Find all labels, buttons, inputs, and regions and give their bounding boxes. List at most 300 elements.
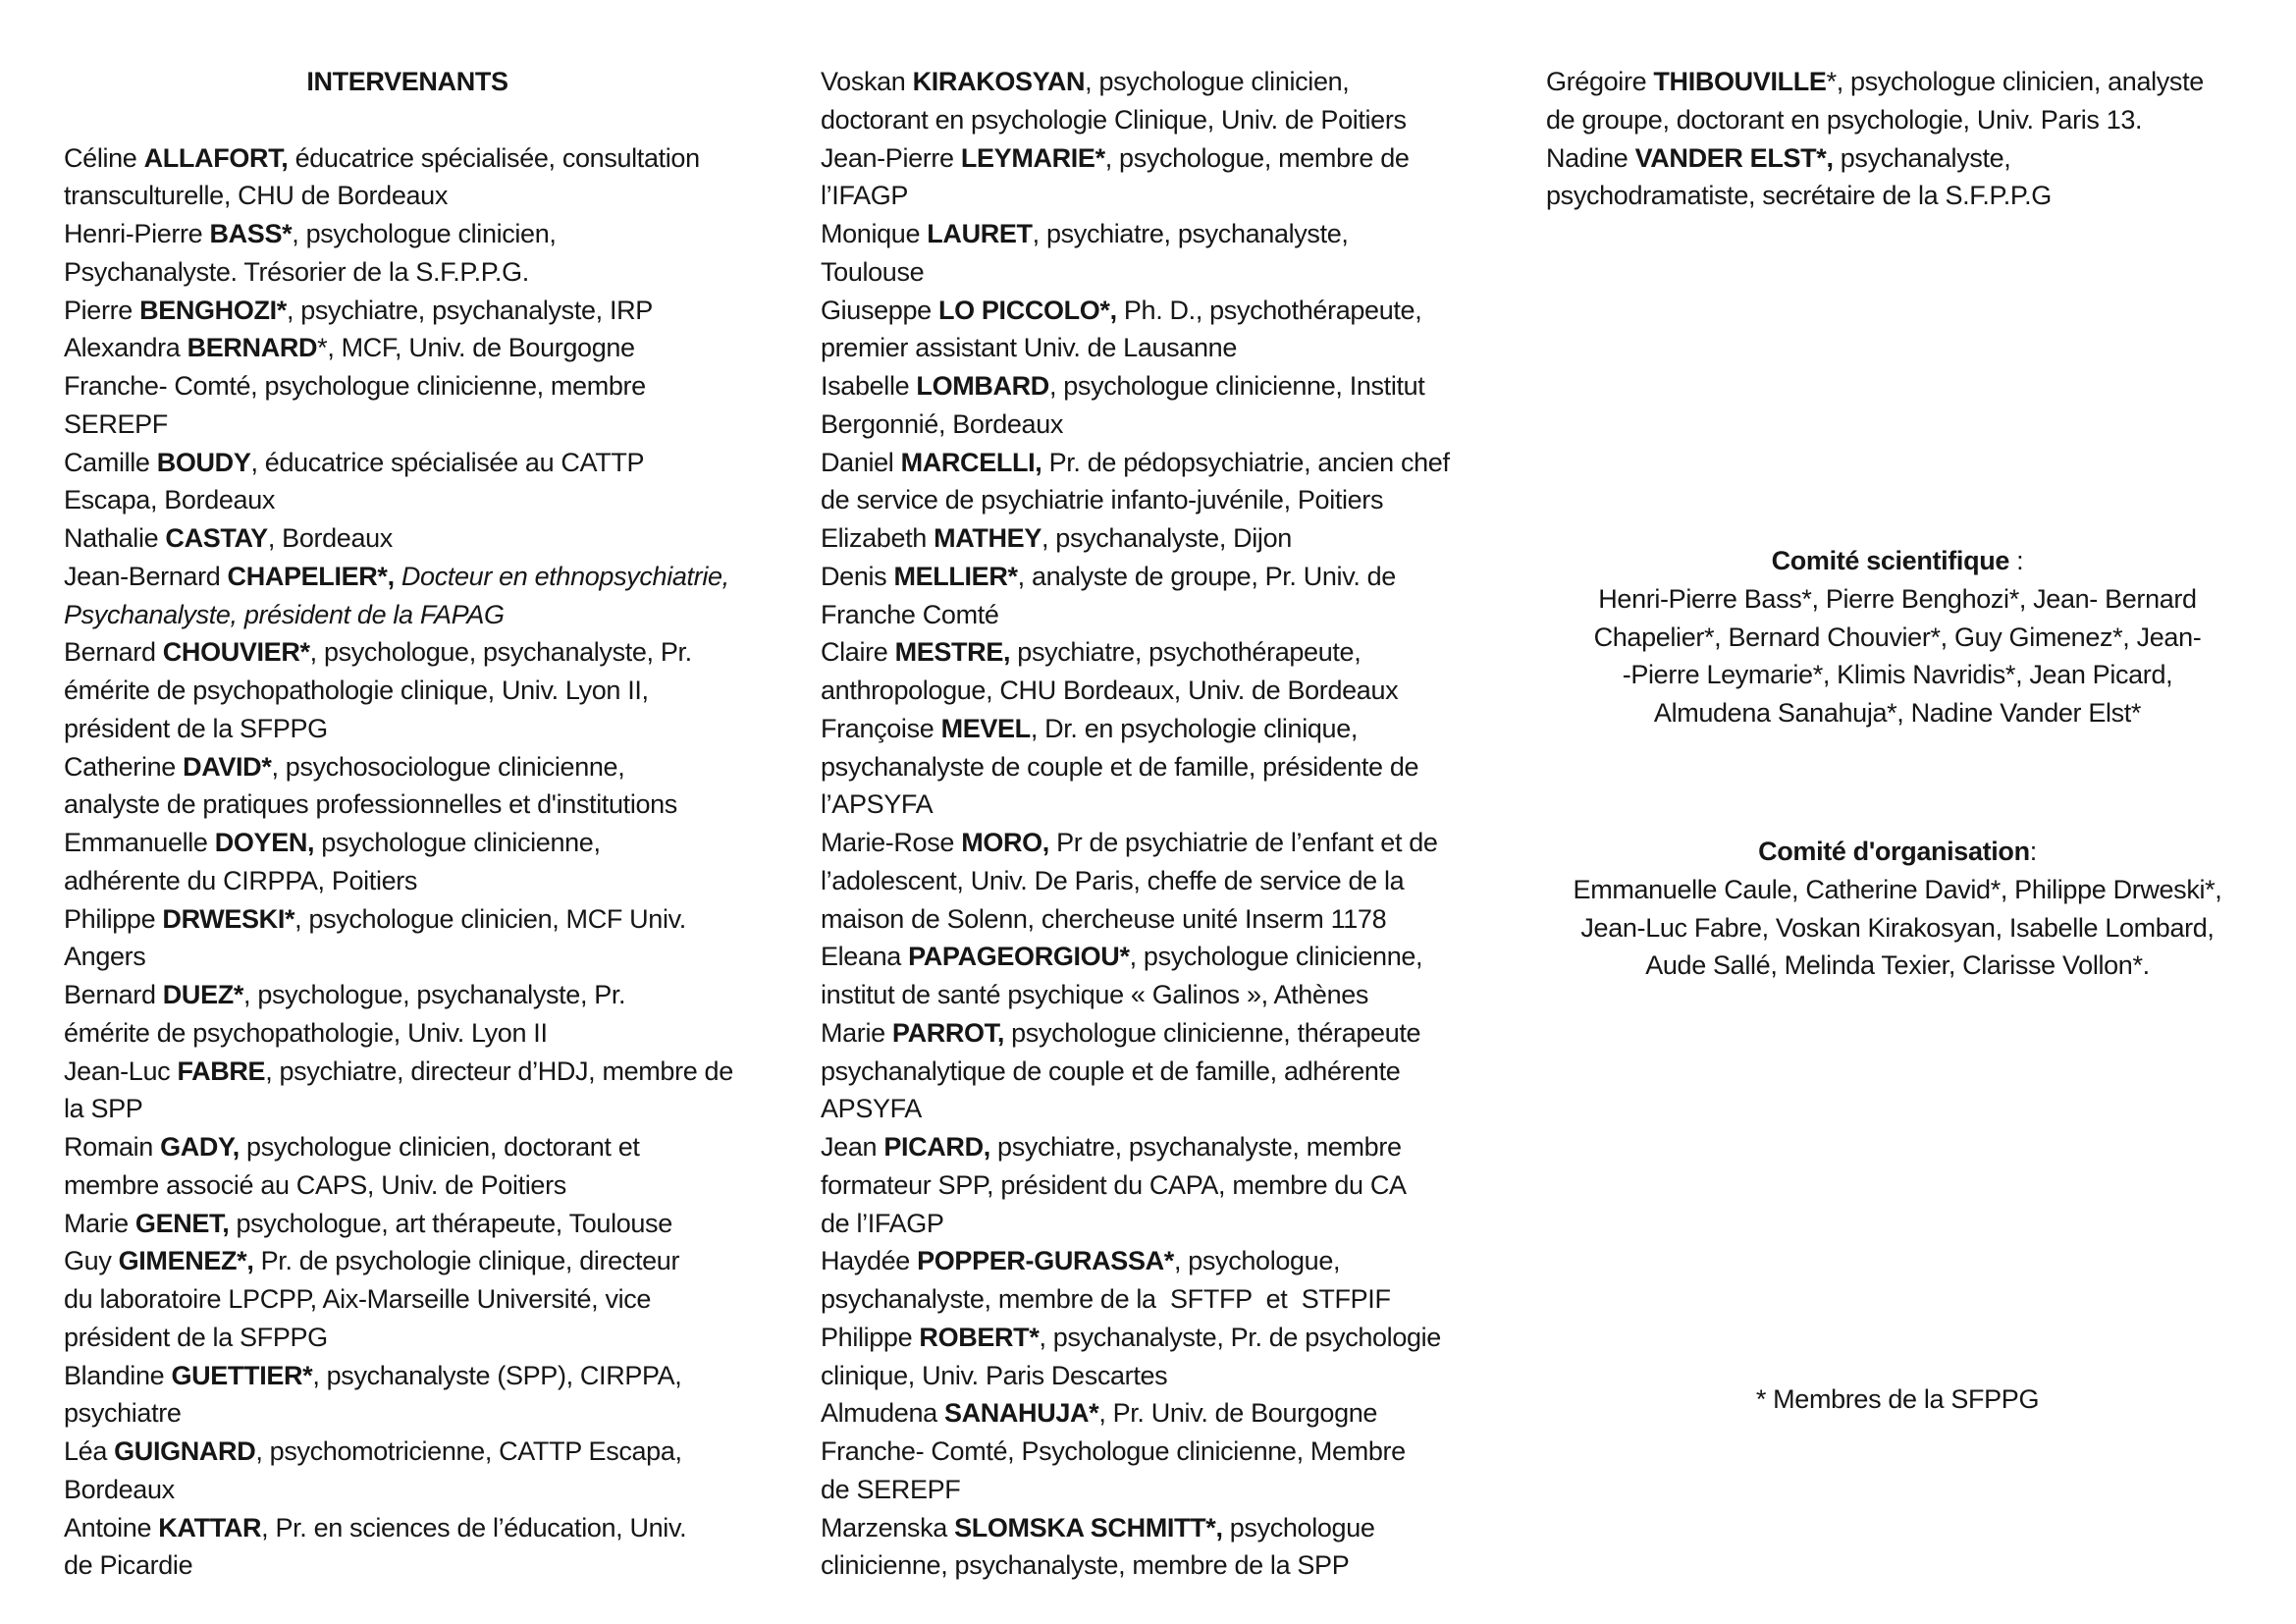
text-line	[64, 596, 751, 634]
text-segment: , psychologue clinicien, MCF Univ.	[294, 903, 686, 934]
text-segment: Jean-Luc	[64, 1056, 178, 1086]
text-segment: Alexandra	[64, 333, 187, 363]
text-segment: Ph. D., psychothérapeute,	[1116, 295, 1422, 325]
text-line	[64, 558, 751, 596]
sfppg-members-footnote: * Membres de la SFPPG	[1755, 1384, 2040, 1414]
text-segment: du laboratoire LPCPP, Aix-Marseille Université, vice	[64, 1284, 652, 1314]
text-segment: Almudena	[821, 1398, 944, 1429]
text-segment: Grégoire	[1546, 67, 1654, 96]
committee-member-line: -Pierre Leymarie*, Klimis Navridis*, Jean Picard,	[1622, 660, 2173, 690]
text-line	[821, 1546, 1500, 1585]
text-line	[64, 1394, 751, 1433]
text-segment: Franche- Comté, psychologue clinicienne, membre	[64, 371, 646, 401]
person-entry	[821, 1394, 1500, 1508]
text-segment: Marzenska	[821, 1512, 955, 1543]
text-line	[821, 710, 1500, 748]
text-line	[64, 824, 751, 862]
text-segment: Eleana	[821, 942, 909, 972]
text-segment: Catherine	[64, 751, 184, 782]
text-line	[821, 253, 1500, 292]
person-entry	[821, 824, 1500, 938]
text-segment: Marie	[821, 1017, 892, 1048]
text-line	[821, 1471, 1500, 1509]
text-segment: l’APSYFA	[821, 789, 934, 820]
text-segment: , analyste de groupe, Pr. Univ. de	[1017, 561, 1396, 591]
text-line	[821, 1394, 1500, 1433]
text-segment: , Bordeaux	[267, 523, 393, 553]
text-segment: de groupe, doctorant en psychologie, Univ. Paris 13.	[1546, 104, 2143, 135]
text-segment: clinique, Univ. Paris Descartes	[821, 1360, 1168, 1390]
text-segment: Pr de psychiatrie de l’enfant et de	[1048, 828, 1438, 857]
text-segment: Emmanuelle	[64, 828, 215, 857]
text-segment: , psychosociologue clinicienne,	[271, 751, 625, 782]
text-line	[821, 900, 1500, 939]
text-segment: Marie	[64, 1208, 135, 1238]
page-title: INTERVENANTS	[306, 67, 508, 96]
text-segment: de SEREPF	[821, 1474, 961, 1504]
text-segment: président de la SFPPG	[64, 1322, 328, 1352]
text-line	[821, 367, 1500, 406]
text-segment: , psychiatre, psychanalyste, IRP	[286, 295, 653, 325]
text-line	[821, 329, 1500, 367]
text-line	[1546, 63, 2249, 101]
text-segment: psychanalyste de couple et de famille, présidente de	[821, 751, 1419, 782]
text-line	[64, 1053, 751, 1091]
text-line	[64, 444, 751, 482]
text-segment: Blandine	[64, 1360, 172, 1390]
scientific-committee-colon: :	[2009, 546, 2024, 575]
text-segment: Monique	[821, 219, 928, 248]
person-surname: BASS*	[209, 219, 293, 248]
text-segment: , Dr. en psychologie clinique,	[1030, 713, 1359, 743]
person-role-italic: Psychanalyste, président de la FAPAG	[64, 599, 505, 629]
text-segment: maison de Solenn, chercheuse unité Inserm 1178	[821, 903, 1387, 934]
person-entry	[821, 1014, 1500, 1128]
text-segment: Camille	[64, 447, 157, 477]
text-line	[821, 748, 1500, 786]
text-segment: clinicienne, psychanalyste, membre de la SPP	[821, 1550, 1350, 1581]
text-segment: , psychologue clinicienne, Institut	[1048, 371, 1425, 401]
text-segment: psychologue, art thérapeute, Toulouse	[229, 1208, 672, 1238]
person-role-italic: Docteur en ethnopsychiatrie,	[400, 561, 729, 591]
person-entry	[1546, 139, 2249, 216]
person-entry	[821, 1242, 1500, 1319]
text-segment: , psychologue clinicien,	[292, 219, 557, 248]
person-surname: ALLAFORT,	[143, 142, 289, 173]
text-segment: psychiatre, psychanalyste, membre	[989, 1132, 1402, 1162]
text-line	[821, 1014, 1500, 1053]
text-line	[1546, 139, 2249, 178]
column-1	[64, 63, 751, 1585]
person-entry	[64, 1205, 751, 1243]
person-surname: SANAHUJA*	[943, 1398, 1099, 1429]
text-segment: analyste de pratiques professionnelles et d'institutions	[64, 789, 677, 820]
person-surname: ROBERT*	[919, 1322, 1040, 1352]
text-line	[821, 633, 1500, 672]
text-line	[821, 1242, 1500, 1280]
text-segment: Céline	[64, 142, 144, 173]
text-segment: , psychiatre, psychanalyste,	[1032, 219, 1349, 248]
text-line	[821, 938, 1500, 976]
text-segment: transculturelle, CHU de Bordeaux	[64, 181, 448, 211]
person-surname: PICARD,	[883, 1132, 990, 1162]
text-segment: formateur SPP, président du CAPA, membre du CA	[821, 1169, 1407, 1200]
text-segment: *, MCF, Univ. de Bourgogne	[317, 333, 635, 363]
person-entry	[64, 1242, 751, 1356]
text-line	[64, 938, 751, 976]
text-line	[821, 215, 1500, 253]
text-segment	[395, 562, 401, 591]
text-line	[821, 63, 1500, 101]
person-surname: GIMENEZ*,	[118, 1246, 254, 1276]
text-segment: Giuseppe	[821, 295, 938, 325]
text-segment: Antoine	[64, 1512, 159, 1543]
committee-member-line: Aude Sallé, Melinda Texier, Clarisse Vollon*.	[1645, 950, 2150, 981]
text-segment: Voskan	[821, 67, 913, 96]
person-surname: LO PICCOLO*,	[937, 295, 1117, 325]
text-segment: Jean	[821, 1132, 884, 1162]
committee-member-line: Almudena Sanahuja*, Nadine Vander Elst*	[1653, 698, 2142, 728]
text-segment: émérite de psychopathologie, Univ. Lyon II	[64, 1017, 548, 1048]
text-line	[821, 862, 1500, 900]
person-surname: GENET,	[134, 1208, 230, 1238]
text-segment: , psychologue,	[1173, 1246, 1341, 1276]
text-line	[64, 1546, 751, 1585]
speaker-list-col2	[821, 63, 1500, 1585]
text-line	[64, 1471, 751, 1509]
text-segment: Claire	[821, 637, 895, 668]
text-line	[64, 177, 751, 215]
person-surname: CASTAY	[165, 523, 268, 553]
text-line	[64, 633, 751, 672]
committee-member-line: Jean-Luc Fabre, Voskan Kirakosyan, Isabelle Lombard,	[1580, 912, 2215, 943]
text-segment: Pr. de psychologie clinique, directeur	[253, 1246, 680, 1276]
text-segment: de l’IFAGP	[821, 1208, 944, 1238]
text-segment: Bernard	[64, 637, 163, 668]
person-surname: THIBOUVILLE	[1653, 67, 1827, 96]
text-line	[821, 785, 1500, 824]
column-3	[1546, 63, 2249, 215]
text-line	[821, 976, 1500, 1014]
person-entry	[821, 558, 1500, 634]
person-surname: LAURET	[927, 219, 1033, 248]
committee-member-line: Henri-Pierre Bass*, Pierre Benghozi*, Jean- Bernard	[1598, 583, 2197, 614]
person-entry	[821, 710, 1500, 824]
text-line	[821, 292, 1500, 330]
text-segment: psychologue clinicienne, thérapeute	[1003, 1017, 1421, 1048]
text-segment: Bernard	[64, 980, 163, 1009]
text-segment: Escapa, Bordeaux	[64, 485, 276, 515]
text-line	[821, 1433, 1500, 1471]
text-segment: Daniel	[821, 447, 901, 477]
person-entry	[64, 329, 751, 443]
text-line	[821, 1205, 1500, 1243]
person-entry	[821, 367, 1500, 444]
organisation-committee-heading	[1546, 833, 2249, 871]
text-line	[821, 596, 1500, 634]
text-line	[821, 1166, 1500, 1205]
text-line	[821, 1090, 1500, 1128]
blank-line	[64, 101, 751, 139]
text-segment: Bergonnié, Bordeaux	[821, 408, 1064, 439]
text-segment: Nathalie	[64, 523, 166, 553]
text-segment: émérite de psychopathologie clinique, Univ. Lyon II,	[64, 676, 649, 705]
person-entry	[64, 139, 751, 216]
text-segment: psychanalyste, membre de la SFTFP et STFPIF	[821, 1284, 1391, 1314]
text-line	[64, 1014, 751, 1053]
person-entry	[821, 444, 1500, 520]
text-line	[64, 900, 751, 939]
text-segment: , psychanalyste, Dijon	[1041, 523, 1292, 553]
person-surname: DOYEN,	[214, 828, 315, 857]
text-line	[821, 101, 1500, 139]
text-line	[821, 672, 1500, 710]
text-line	[64, 215, 751, 253]
text-line	[821, 1509, 1500, 1547]
text-segment: de service de psychiatrie infanto-juvénile, Poitiers	[821, 485, 1384, 515]
text-line	[64, 253, 751, 292]
text-line	[821, 444, 1500, 482]
person-surname: VANDER ELST*,	[1634, 142, 1834, 173]
text-line	[64, 710, 751, 748]
person-entry	[821, 1319, 1500, 1395]
person-entry	[64, 1053, 751, 1129]
speaker-list-col1	[64, 139, 751, 1586]
text-segment: Jean-Pierre	[821, 142, 961, 173]
person-surname: DUEZ*	[162, 980, 244, 1009]
text-segment: psychologue	[1222, 1512, 1375, 1543]
text-segment: psychiatre	[64, 1398, 182, 1429]
person-entry	[64, 748, 751, 825]
person-entry	[1546, 63, 2249, 139]
scientific-committee-title: Comité scientifique	[1771, 546, 2010, 575]
person-surname: GADY,	[160, 1132, 240, 1162]
text-line	[64, 1357, 751, 1395]
person-entry	[64, 558, 751, 634]
person-surname: FABRE	[177, 1056, 266, 1086]
text-segment: Franche- Comté, Psychologue clinicienne, Membre	[821, 1436, 1406, 1466]
person-surname: MEVEL	[940, 713, 1031, 743]
text-segment: membre associé au CAPS, Univ. de Poitiers	[64, 1169, 566, 1200]
text-line	[64, 1205, 751, 1243]
committee-member-line: Emmanuelle Caule, Catherine David*, Philippe Drweski*,	[1573, 874, 2222, 904]
person-entry	[64, 976, 751, 1053]
text-segment: , psychologue, psychanalyste, Pr.	[309, 637, 692, 668]
person-entry	[821, 63, 1500, 139]
text-line	[64, 1319, 751, 1357]
person-surname: MELLIER*	[893, 561, 1018, 591]
person-surname: MATHEY	[934, 523, 1041, 553]
person-surname: MESTRE,	[894, 637, 1011, 668]
person-entry	[64, 824, 751, 900]
text-line	[64, 976, 751, 1014]
column-2	[821, 63, 1500, 1585]
person-entry	[821, 519, 1500, 558]
person-entry	[64, 292, 751, 330]
person-surname: BOUDY	[156, 447, 251, 477]
text-line	[821, 1128, 1500, 1166]
person-surname: SLOMSKA SCHMITT*,	[954, 1512, 1223, 1543]
text-line	[821, 177, 1500, 215]
text-line	[64, 292, 751, 330]
organisation-committee-section	[1546, 833, 2249, 985]
text-segment: , Pr. Univ. de Bourgogne	[1098, 1398, 1378, 1429]
person-surname: GUETTIER*	[171, 1360, 313, 1390]
person-entry	[64, 1509, 751, 1586]
text-segment: , psychomotricienne, CATTP Escapa,	[255, 1436, 682, 1466]
text-line	[64, 367, 751, 406]
text-segment: Elizabeth	[821, 523, 934, 553]
text-line	[64, 748, 751, 786]
scientific-committee-section	[1546, 542, 2249, 732]
text-line	[821, 1319, 1500, 1357]
person-entry	[64, 1357, 751, 1434]
text-line	[1546, 101, 2249, 139]
text-line	[64, 785, 751, 824]
text-segment: Pr. de pédopsychiatrie, ancien chef	[1041, 447, 1450, 477]
text-segment: Jean-Bernard	[64, 561, 228, 591]
text-segment: psychanalytique de couple et de famille, adhérente	[821, 1056, 1401, 1086]
person-entry	[64, 444, 751, 520]
text-segment: Guy	[64, 1246, 119, 1276]
person-surname: KATTAR	[158, 1512, 262, 1543]
text-segment: premier assistant Univ. de Lausanne	[821, 333, 1237, 363]
person-surname: KIRAKOSYAN	[912, 67, 1086, 96]
speaker-list-col3	[1546, 63, 2249, 215]
text-segment: Nadine	[1546, 142, 1635, 173]
text-segment: psychodramatiste, secrétaire de la S.F.P.P.G	[1546, 181, 2052, 211]
text-segment: Marie-Rose	[821, 828, 962, 857]
text-segment: Psychanalyste. Trésorier de la S.F.P.P.G.	[64, 256, 529, 287]
text-segment: psychanalyste,	[1833, 142, 2011, 173]
text-segment: *, psychologue clinicien, analyste	[1826, 67, 2204, 96]
text-segment: président de la SFPPG	[64, 713, 328, 743]
text-segment: éducatrice spécialisée, consultation	[288, 142, 700, 173]
person-surname: PAPAGEORGIOU*	[908, 942, 1130, 972]
text-segment: Henri-Pierre	[64, 219, 210, 248]
text-segment: , psychologue clinicien,	[1085, 67, 1350, 96]
person-entry	[64, 633, 751, 747]
person-entry	[821, 215, 1500, 292]
person-surname: DRWESKI*	[162, 903, 295, 934]
text-segment: Angers	[64, 942, 146, 972]
text-line	[64, 1280, 751, 1319]
text-segment: psychiatre, psychothérapeute,	[1010, 637, 1362, 668]
text-line	[821, 824, 1500, 862]
person-surname: LEYMARIE*	[960, 142, 1105, 173]
text-line	[64, 329, 751, 367]
text-line	[821, 1053, 1500, 1091]
person-entry	[821, 292, 1500, 368]
text-line	[821, 139, 1500, 178]
text-line	[64, 481, 751, 519]
text-segment: , psychologue, psychanalyste, Pr.	[243, 980, 626, 1009]
organisation-committee-members	[1546, 871, 2249, 985]
text-segment: adhérente du CIRPPA, Poitiers	[64, 865, 418, 895]
person-entry	[821, 1128, 1500, 1242]
person-entry	[64, 1128, 751, 1205]
text-line	[1546, 177, 2249, 215]
text-line	[64, 1090, 751, 1128]
person-entry	[64, 519, 751, 558]
text-segment: APSYFA	[821, 1094, 922, 1124]
text-line	[64, 1166, 751, 1205]
committee-member-line: Chapelier*, Bernard Chouvier*, Guy Gimenez*, Jean-	[1593, 622, 2202, 652]
text-segment: SEREPF	[64, 408, 168, 439]
text-segment: Franche Comté	[821, 599, 999, 629]
text-line	[821, 1357, 1500, 1395]
person-entry	[821, 938, 1500, 1014]
organisation-committee-title: Comité d'organisation	[1758, 837, 2030, 866]
text-segment: , Pr. en sciences de l’éducation, Univ.	[261, 1512, 687, 1543]
text-line	[821, 1280, 1500, 1319]
text-segment: Léa	[64, 1436, 115, 1466]
text-segment: psychologue clinicien, doctorant et	[239, 1132, 640, 1162]
person-surname: CHAPELIER*,	[227, 561, 395, 591]
person-surname: MORO,	[961, 828, 1049, 857]
person-entry	[821, 139, 1500, 216]
text-line	[64, 406, 751, 444]
text-segment: Pierre	[64, 295, 140, 325]
text-segment: Philippe	[64, 903, 163, 934]
text-segment: , psychanalyste (SPP), CIRPPA,	[312, 1360, 682, 1390]
text-segment: Romain	[64, 1132, 161, 1162]
text-line	[64, 1128, 751, 1166]
text-segment: Haydée	[821, 1246, 918, 1276]
person-surname: BENGHOZI*	[139, 295, 287, 325]
organisation-committee-colon: :	[2029, 837, 2037, 866]
text-line	[64, 1433, 751, 1471]
text-segment: , éducatrice spécialisée au CATTP	[250, 447, 645, 477]
text-segment: Toulouse	[821, 256, 925, 287]
text-line	[821, 558, 1500, 596]
text-segment: , psychologue, membre de	[1104, 142, 1410, 173]
text-segment: Denis	[821, 561, 894, 591]
text-segment: l’IFAGP	[821, 181, 909, 211]
text-segment: , psychiatre, directeur d’HDJ, membre de	[265, 1056, 733, 1086]
text-line	[64, 1509, 751, 1547]
person-surname: POPPER-GURASSA*	[917, 1246, 1174, 1276]
person-surname: BERNARD	[187, 333, 318, 363]
text-segment: , psychanalyste, Pr. de psychologie	[1039, 1322, 1441, 1352]
person-entry	[64, 1433, 751, 1509]
text-segment: , psychologue clinicienne,	[1129, 942, 1423, 972]
person-surname: PARROT,	[891, 1017, 1004, 1048]
text-line	[64, 672, 751, 710]
text-line	[64, 139, 751, 178]
text-segment: doctorant en psychologie Clinique, Univ. de Poitiers	[821, 104, 1407, 135]
text-line	[821, 519, 1500, 558]
text-segment: la SPP	[64, 1094, 143, 1124]
text-segment: institut de santé psychique « Galinos », Athènes	[821, 980, 1369, 1009]
person-entry	[64, 900, 751, 977]
person-surname: LOMBARD	[916, 371, 1049, 401]
text-line	[821, 481, 1500, 519]
text-line	[64, 862, 751, 900]
text-segment: de Picardie	[64, 1550, 193, 1581]
text-line	[64, 519, 751, 558]
person-surname: MARCELLI,	[900, 447, 1042, 477]
text-segment: l’adolescent, Univ. De Paris, cheffe de service de la	[821, 865, 1405, 895]
text-line	[821, 406, 1500, 444]
person-surname: GUIGNARD	[114, 1436, 256, 1466]
person-entry	[64, 215, 751, 292]
text-segment: psychologue clinicienne,	[314, 828, 601, 857]
person-entry	[821, 1509, 1500, 1586]
scientific-committee-members	[1546, 580, 2249, 732]
scientific-committee-heading	[1546, 542, 2249, 580]
text-segment: Philippe	[821, 1322, 920, 1352]
